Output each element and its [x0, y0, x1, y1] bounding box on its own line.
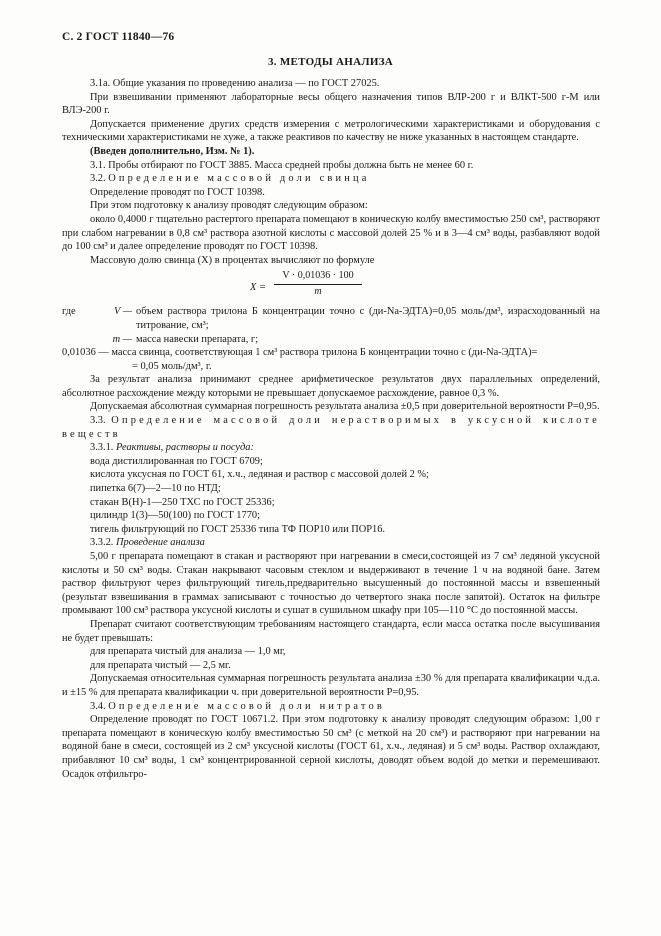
paragraph: 3.1а. Общие указания по проведению анализа — по ГОСТ 27025.	[90, 78, 380, 89]
subsection-number: 3.3.1.	[90, 442, 114, 454]
paragraph: При этом подготовку к анализу проводят следующим образом:	[90, 200, 368, 212]
subsection-heading	[62, 536, 600, 550]
page-header: С. 2 ГОСТ 11840—76	[62, 31, 175, 43]
formula-denominator: m	[314, 285, 322, 297]
subsection-number: 3.3.	[90, 415, 106, 427]
definition-row	[62, 305, 600, 332]
paragraph: 5,00 г препарата помещают в стакан и растворяют при нагревании в смеси,состоящей из 7 см³ ледяной уксусной кислоты и 50 см³ воды. Стакан накрывают часовым стеклом и выдерживают в течение 1 ч на водяной бане. Затем раствор фильтруют через фильтрующий тигель,предварительно высушенный до постоянной массы и взвешенный (результат взвешивания в граммах записывают с точностью до четвертого знака после запятой). Остаток на фильтре промывают 100 см³ раствора уксусной кислоты и сушат в сушильном шкафу при 105—110 °С до постоянной массы.	[62, 551, 600, 617]
list-item: пипетка 6(7)—2—10 по НТД;	[90, 483, 221, 495]
paragraph: Допускается применение других средств измерения с метрологическими характеристиками и оборудования с техническими характеристиками не хуже, а также реактивов по качеству не ниже указанных в настоящем стандарте.	[62, 118, 600, 144]
formula-numerator: V · 0,01036 · 100	[274, 269, 362, 285]
paragraph: Допускаемая абсолютная суммарная погрешность результата анализа ±0,5 при доверительной вероятности P=0,95.	[90, 401, 600, 413]
list-item: вода дистиллированная по ГОСТ 6709;	[90, 455, 263, 467]
paragraph: Определение проводят по ГОСТ 10671.2. При этом подготовку к анализу проводят следующим образом: 1,00 г препарата помещают в коническую колбу вместимостью 50 см³ (с меткой на 20 см³) и растворяют при нагревании на водяной бане в смеси, состоящей из 2 см³ уксусной кислоты (ГОСТ 61, х.ч., ледяная) и 5 см³ воды. Раствор охлаждают, прибавляют 10 см³ воды, 1 см³ концентрированной серной кислоты, доводят объем водой до метки и перемешивают. Осадок отфильтро-	[62, 714, 600, 780]
list-item: стакан В(Н)-1—250 ТХС по ГОСТ 25336;	[90, 496, 275, 508]
paragraph: 3.1. Пробы отбирают по ГОСТ 3885. Масса средней пробы должна быть не менее 60 г.	[90, 159, 474, 171]
definition-symbol: m —	[112, 333, 132, 345]
list-item: для препарата чистый — 2,5 мг.	[90, 659, 231, 671]
paragraph: около 0,4000 г тщательно растертого препарата помещают в коническую колбу вместимостью 250 см³, растворяют при слабом нагревании в 0,8 см³ раствора азотной кислоты с массовой долей 25 % и в 3—4 см³ воды, разбавляют водой до 100 см³ и далее определение проводят по ГОСТ 10398.	[62, 213, 600, 253]
definition-text: масса навески препарата, г;	[136, 333, 259, 345]
subsection-number: 3.3.2.	[90, 537, 114, 549]
formula-fraction	[274, 269, 362, 298]
subsection-title: Определение массовой доли нитратов	[108, 700, 386, 712]
definition-constant: 0,01036 — масса свинца, соответствующая 1 см³ раствора трилона Б концентрации точно c (ди-Na-ЭДТА)=	[62, 347, 538, 359]
definition-row	[62, 333, 600, 347]
list-item: тигель фильтрующий по ГОСТ 25336 типа ТФ ПОР10 или ПОР16.	[90, 523, 386, 535]
definition-constant-cont: = 0,05 моль/дм³, г.	[132, 360, 212, 372]
definition-prefix: где	[62, 306, 76, 318]
subsection-heading	[62, 172, 600, 186]
paragraph: Определение проводят по ГОСТ 10398.	[90, 186, 265, 198]
paragraph: Массовую долю свинца (X) в процентах вычисляют по формуле	[90, 254, 375, 266]
paragraph: При взвешивании применяют лабораторные весы общего назначения типов ВЛР-200 г и ВЛКТ-500 г-М или ВЛЭ-200 г.	[62, 91, 600, 117]
definition-symbol: V —	[114, 306, 132, 318]
paragraph: За результат анализа принимают среднее арифметическое результатов двух параллельных определений, абсолютное расхождение между которыми не превышает допускаемое расхождение, равное 0,3 %.	[62, 374, 600, 399]
paragraph: Допускаемая относительная суммарная погрешность результата анализа ±30 % для препарата квалификации ч.д.а. и ±15 % для препарата квалификации ч. при доверительной вероятности P=0,95.	[62, 673, 600, 698]
document-body	[62, 77, 600, 781]
definition-prefix	[62, 333, 92, 347]
subsection-heading	[62, 414, 600, 441]
definitions-table	[62, 305, 600, 346]
subsection-heading	[62, 700, 600, 714]
definition-text: объем раствора трилона Б концентрации точно c (ди-Na-ЭДТА)=0,05 моль/дм³, израсходованный на титрование, см³;	[136, 306, 600, 331]
amendment-note: (Введен дополнительно, Изм. № 1).	[90, 145, 255, 157]
formula-lhs: X =	[250, 282, 266, 294]
list-item: для препарата чистый для анализа — 1,0 мг,	[90, 646, 286, 658]
subsection-title: Определение массовой доли свинца	[108, 173, 370, 185]
subsection-title: Определение массовой доли нерастворимых в уксусной кислоте веществ	[62, 415, 600, 440]
formula	[62, 267, 600, 305]
section-title: 3. МЕТОДЫ АНАЛИЗА	[267, 56, 394, 68]
subsection-title: Реактивы, растворы и посуда:	[116, 442, 254, 454]
subsection-number: 3.2.	[90, 173, 106, 185]
list-item: цилиндр 1(3)—50(100) по ГОСТ 1770;	[90, 510, 260, 522]
list-item: кислота уксусная по ГОСТ 61, х.ч., ледяная и раствор с массовой долей 2 %;	[90, 469, 429, 481]
subsection-number: 3.4.	[90, 700, 106, 712]
subsection-title: Проведение анализа	[116, 537, 205, 549]
subsection-heading	[62, 441, 600, 455]
paragraph: Препарат считают соответствующим требованиям настоящего стандарта, если масса остатка после высушивания не будет превышать:	[62, 618, 600, 644]
